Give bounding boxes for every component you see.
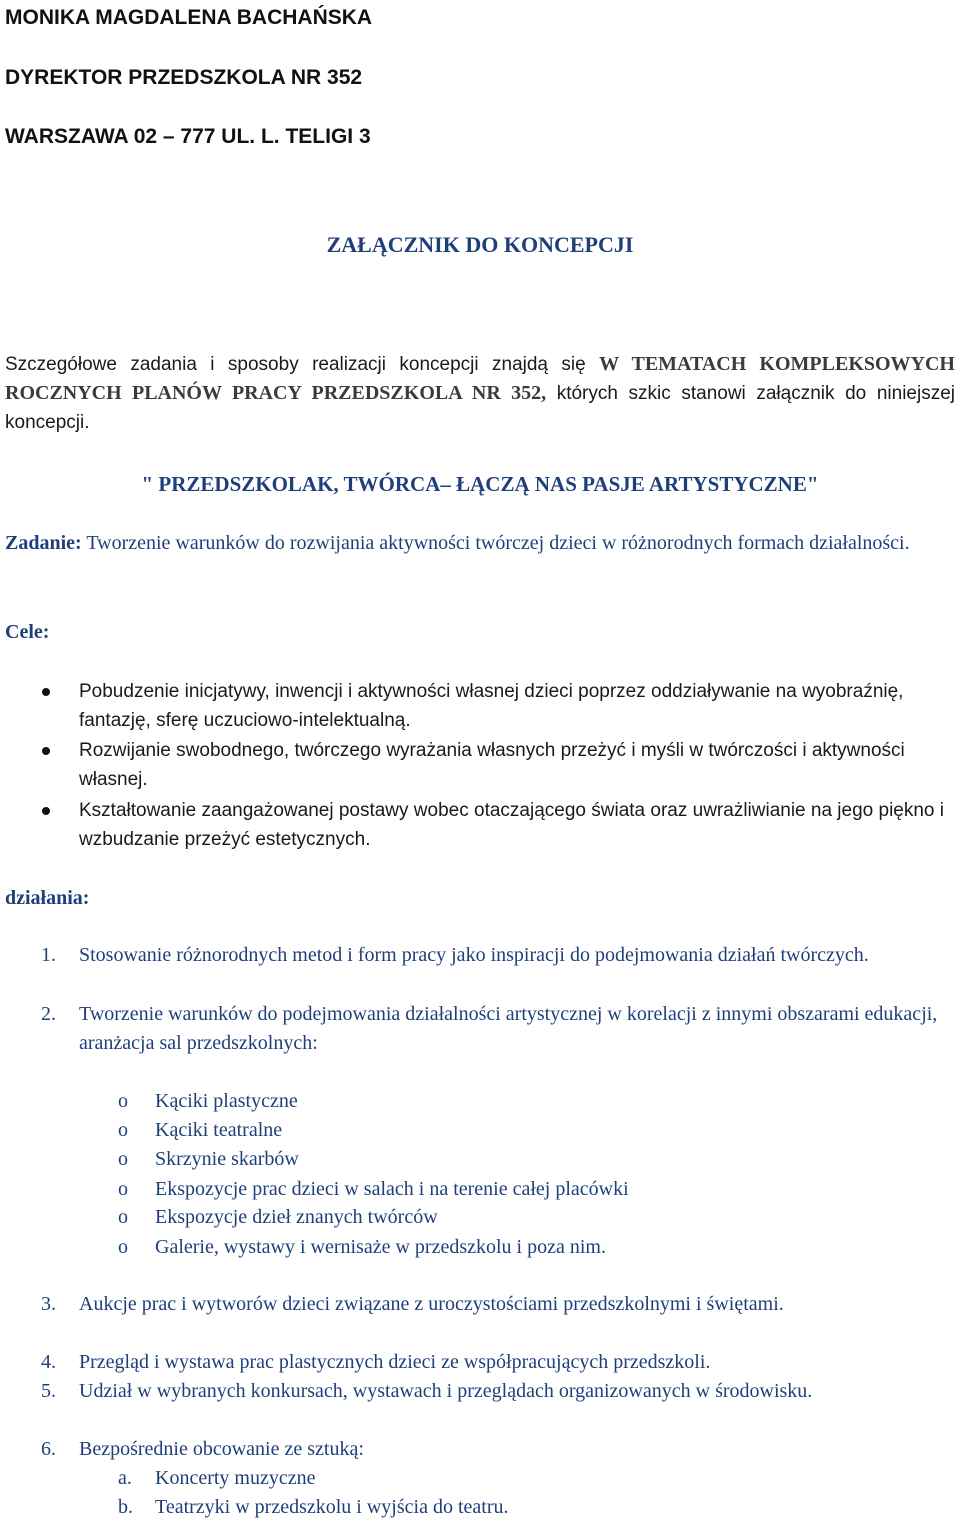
lettered-item [118,1464,915,1493]
intro-lead: Szczegółowe zadania i sposoby realizacji koncepcji znajdą się [5,354,600,375]
item-number: 4. [41,1351,56,1373]
sub-item-text: Ekspozycje dzieł znanych twórców [155,1206,438,1228]
item-number: 2. [41,1003,56,1025]
action-item [41,1377,955,1406]
action-item [41,1435,955,1464]
task-paragraph [5,529,955,558]
goal-text: Kształtowanie zaangażowanej postawy wobec otaczającego świata oraz uwrażliwianie na jego piękno i wzbudzanie przeżyć estetycznych. [79,800,945,850]
goal-text: Pobudzenie inicjatywy, inwencji i aktywności własnej dzieci poprzez oddziaływanie na wyobraźnię, fantazję, sferę uczuciowo-intelektualną. [79,681,904,731]
item-letter: a. [118,1467,132,1489]
action-text: Bezpośrednie obcowanie ze sztuką: [79,1438,364,1460]
author-name: MONIKA MAGDALENA BACHAŃSKA [5,6,373,29]
action-text: Stosowanie różnorodnych metod i form pracy jako inspiracji do podejmowania działań twórczych. [79,944,869,966]
sub-item-text: Kąciki teatralne [155,1119,283,1141]
circle-bullet-icon: o [118,1090,128,1112]
item-number: 5. [41,1380,56,1402]
sub-item-text: Kąciki plastyczne [155,1090,298,1112]
author-position: DYREKTOR PRZEDSZKOLA NR 352 [5,66,363,89]
bullet-dot-icon [42,747,50,755]
goal-item [79,796,955,854]
actions-label: działania: [5,887,90,909]
lettered-item [118,1493,915,1522]
document-title: ZAŁĄCZNIK DO KONCEPCJI [326,232,634,257]
item-number: 6. [41,1438,56,1460]
circle-bullet-icon: o [118,1148,128,1170]
bullet-dot-icon [42,807,50,815]
intro-bold: W TEMATACH KOMPLEKSOWYCH ROCZNYCH PLANÓW PRACY PRZEDSZKOLA NR 352, [5,353,955,404]
sub-list-item [118,1233,915,1262]
action-text: Tworzenie warunków do podejmowania działalności artystycznej w korelacji z innymi obszarami edukacji, aranżacja sal przedszkolnych: [79,1003,938,1054]
goal-item [79,736,955,794]
goal-item [79,677,955,735]
action-item [41,941,955,970]
sub-list-item [118,1087,915,1116]
action-text: Przegląd i wystawa prac plastycznych dzieci ze współpracujących przedszkoli. [79,1351,711,1373]
sub-list-item [118,1175,915,1204]
sub-item-text: Galerie, wystawy i wernisaże w przedszkolu i poza nim. [155,1236,606,1258]
sub-item-text: Ekspozycje prac dzieci w salach i na terenie całej placówki [155,1178,629,1200]
task-label: Zadanie: [5,532,82,554]
action-item [41,1290,955,1319]
circle-bullet-icon: o [118,1119,128,1141]
item-number: 1. [41,944,56,966]
sub-list-item [118,1116,915,1145]
intro-tail: których szkic stanowi załącznik do niniejszej koncepcji. [5,383,955,433]
action-item [41,1348,955,1377]
action-item [41,1000,955,1058]
item-letter: b. [118,1496,133,1518]
item-number: 3. [41,1293,56,1315]
slogan-heading: " PRZEDSZKOLAK, TWÓRCA– ŁĄCZĄ NAS PASJE ARTYSTYCZNE" [141,472,819,496]
circle-bullet-icon: o [118,1236,128,1258]
sub-list-item [118,1203,915,1232]
goal-text: Rozwijanie swobodnego, twórczego wyrażania własnych przeżyć i myśli w twórczości i aktywności własnej. [79,740,905,790]
sub-item-text: Skrzynie skarbów [155,1148,299,1170]
intro-paragraph [5,350,955,437]
action-text: Aukcje prac i wytworów dzieci związane z uroczystościami przedszkolnymi i świętami. [79,1293,784,1315]
task-text: Tworzenie warunków do rozwijania aktywności twórczej dzieci w różnorodnych formach działalności. [81,532,910,554]
bullet-dot-icon [42,688,50,696]
circle-bullet-icon: o [118,1178,128,1200]
goals-label: Cele: [5,621,50,643]
address: WARSZAWA 02 – 777 UL. L. TELIGI 3 [5,125,371,148]
lettered-text: Teatrzyki w przedszkolu i wyjścia do teatru. [155,1496,509,1518]
action-text: Udział w wybranych konkursach, wystawach i przeglądach organizowanych w środowisku. [79,1380,813,1402]
lettered-text: Koncerty muzyczne [155,1467,316,1489]
sub-list-item [118,1145,915,1174]
circle-bullet-icon: o [118,1206,128,1228]
